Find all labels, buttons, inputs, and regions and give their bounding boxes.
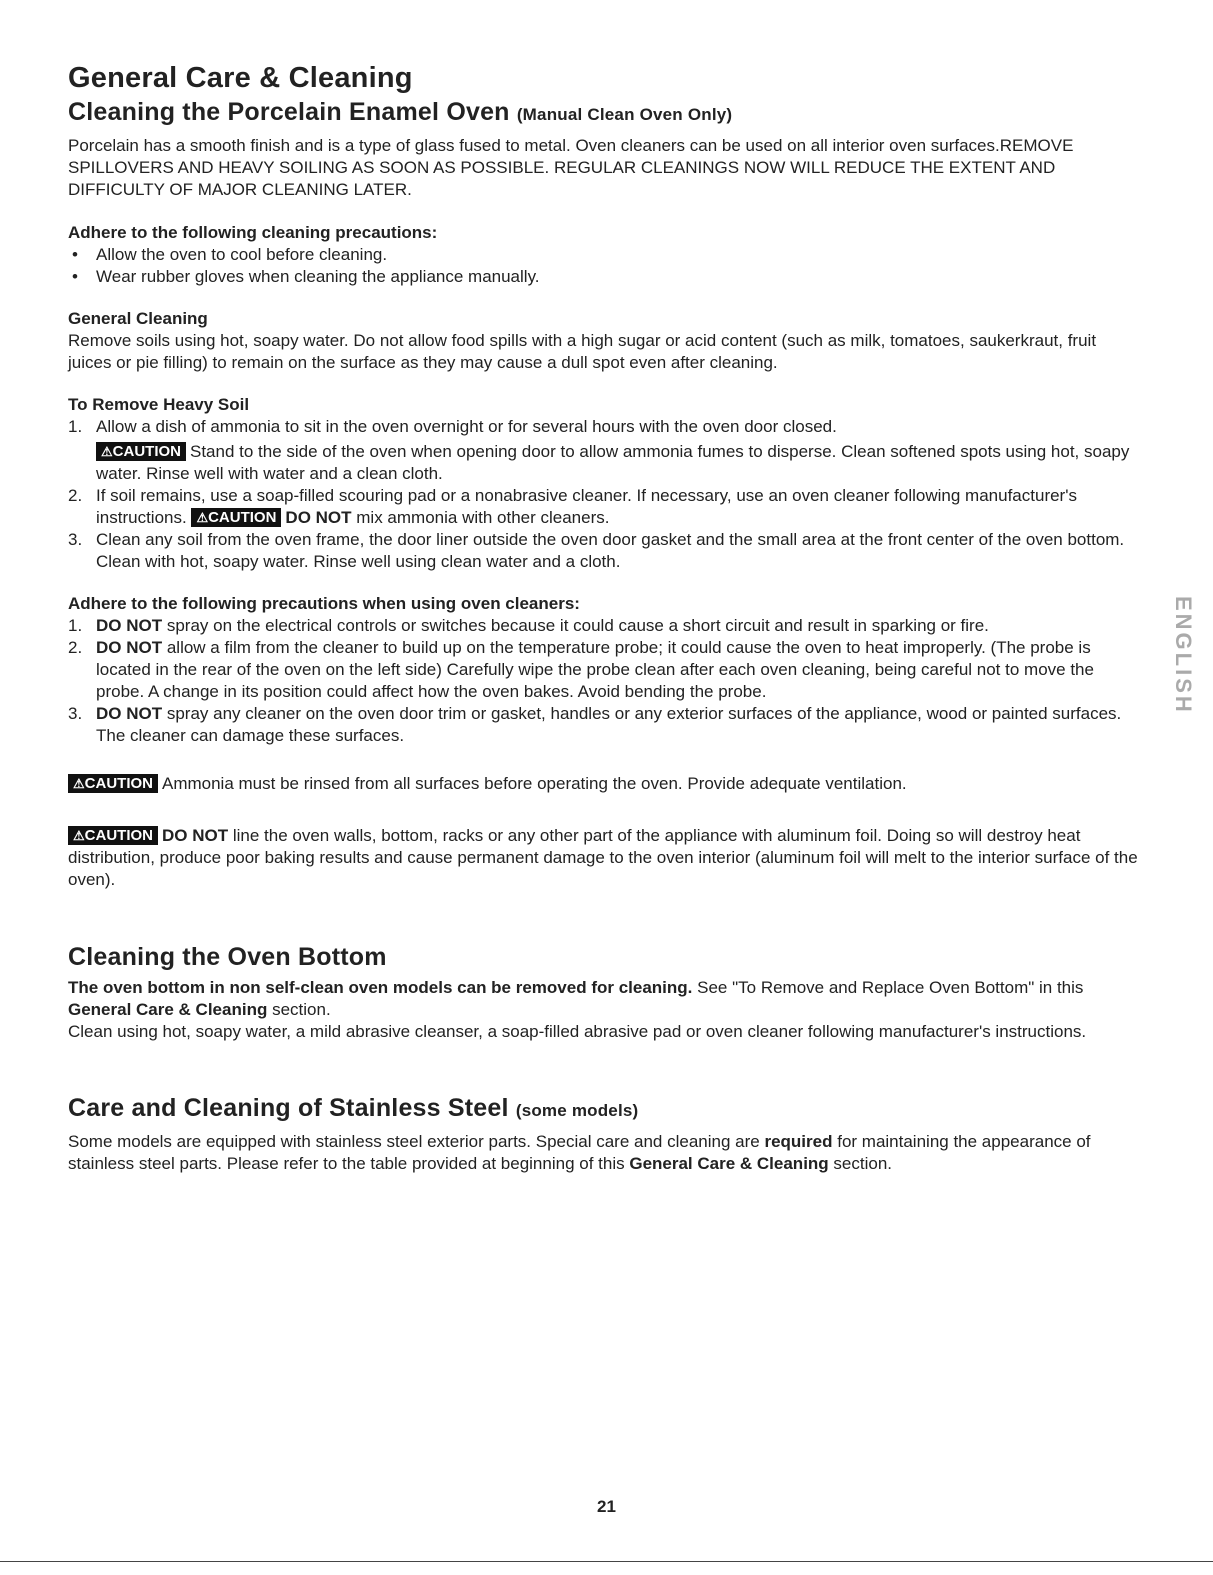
step-bold: DO NOT bbox=[96, 704, 163, 723]
caution-badge bbox=[96, 442, 186, 461]
porcelain-intro: Porcelain has a smooth finish and is a type of glass fused to metal. Oven cleaners can be used on all interior oven surfaces.REMOVE SPILLOVERS AND HEAVY SOILING AS SOON AS POSSIBLE. REGULAR CLEANINGS NOW WILL REDUCE THE EXTENT AND DIFFICULTY OF MAJOR CLEANING LATER. bbox=[68, 136, 1074, 199]
warning-triangle-icon: ⚠ bbox=[73, 828, 85, 843]
caution-text: line the oven walls, bottom, racks or any other part of the appliance with aluminum foil. Doing so will destroy heat distribution, produce poor baking results and cause permanent damage to the oven interior (aluminum foil will melt to the interior surface of the oven). bbox=[68, 826, 1138, 889]
step-text: spray on the electrical controls or switches because it could cause a short circuit and result in sparking or fire. bbox=[166, 616, 989, 635]
stainless-text-b: for maintaining the appearance of stainless steel parts. Please refer to the table provided at beginning of this bbox=[68, 1132, 1091, 1173]
general-cleaning-heading: General Cleaning bbox=[68, 309, 208, 328]
step-text: Allow a dish of ammonia to sit in the oven overnight or for several hours with the oven door closed. bbox=[96, 417, 837, 436]
step-bold: DO NOT bbox=[96, 616, 163, 635]
caution-ammonia bbox=[68, 773, 1143, 795]
section-title-text: Cleaning the Porcelain Enamel Oven bbox=[68, 98, 510, 126]
see-bold: General Care & Cleaning bbox=[68, 1000, 268, 1019]
bottom-divider bbox=[0, 1561, 1213, 1562]
caution-label: CAUTION bbox=[208, 509, 277, 526]
caution-label: CAUTION bbox=[84, 775, 153, 792]
language-side-tab: ENGLISH bbox=[1171, 596, 1196, 715]
section-title-note: (some models) bbox=[515, 1101, 639, 1120]
section-title-oven-bottom: Cleaning the Oven Bottom bbox=[68, 943, 387, 971]
warning-triangle-icon: ⚠ bbox=[101, 444, 113, 459]
heavy-soil-steps bbox=[68, 416, 1143, 573]
step-text: Clean any soil from the oven frame, the door liner outside the oven door gasket and the small area at the front center of the oven bottom. Clean with hot, soapy water. Rinse well using clean water and a cloth. bbox=[96, 530, 1125, 571]
page-title: General Care & Cleaning bbox=[68, 62, 413, 94]
caution-badge bbox=[68, 826, 158, 845]
oven-bottom-lead: The oven bottom in non self-clean oven models can be removed for cleaning. bbox=[68, 978, 693, 997]
oven-cleaner-precautions-heading: Adhere to the following precautions when using oven cleaners: bbox=[68, 594, 580, 613]
precautions-heading: Adhere to the following cleaning precautions: bbox=[68, 223, 438, 242]
stainless-bold-b: General Care & Cleaning bbox=[629, 1154, 829, 1173]
list-item bbox=[68, 485, 1143, 529]
caution-badge bbox=[68, 774, 158, 793]
step-text: If soil remains, use a soap-filled scouring pad or a nonabrasive cleaner. If necessary, use an oven cleaner following manufacturer's instructions. bbox=[96, 486, 1077, 527]
list-item bbox=[68, 703, 1143, 747]
step-bold: DO NOT bbox=[96, 638, 163, 657]
section-title-note: (Manual Clean Oven Only) bbox=[516, 105, 733, 124]
caution-text: mix ammonia with other cleaners. bbox=[356, 508, 610, 527]
step-number: 2. bbox=[68, 486, 83, 505]
list-item bbox=[68, 416, 1143, 485]
caution-foil bbox=[68, 825, 1143, 891]
list-item bbox=[68, 637, 1143, 703]
stainless-text bbox=[68, 1131, 1143, 1175]
heavy-soil-heading: To Remove Heavy Soil bbox=[68, 395, 250, 414]
stainless-text-c: section. bbox=[833, 1154, 893, 1173]
list-item: • Wear rubber gloves when cleaning the appliance manually. bbox=[68, 266, 1143, 288]
warning-triangle-icon: ⚠ bbox=[196, 510, 209, 525]
step-number: 1. bbox=[68, 417, 83, 436]
stainless-bold-a: required bbox=[764, 1132, 833, 1151]
see-end: section. bbox=[272, 1000, 331, 1019]
caution-bold: DO NOT bbox=[285, 508, 352, 527]
step-number: 1. bbox=[68, 616, 83, 635]
caution-badge bbox=[191, 508, 281, 527]
caution-text: Stand to the side of the oven when opening door to allow ammonia fumes to disperse. Clean softened spots using hot, soapy water. Rinse well with water and a clean cloth. bbox=[96, 442, 1130, 483]
caution-text: Ammonia must be rinsed from all surfaces before operating the oven. Provide adequate ventilation. bbox=[161, 774, 907, 793]
page-content bbox=[68, 60, 1143, 1175]
step-text: allow a film from the cleaner to build up on the temperature probe; it could cause the oven to heat improperly. (The probe is located in the rear of the oven on the left side) Carefully wipe the probe clean after each oven cleaning, being careful not to move the probe. A change in its position could affect how the oven bakes. Avoid bending the probe. bbox=[96, 638, 1094, 701]
stainless-text-a: Some models are equipped with stainless steel exterior parts. Special care and cleaning are bbox=[68, 1132, 760, 1151]
list-item: • Allow the oven to cool before cleaning. bbox=[68, 244, 1143, 266]
section-title-text: Care and Cleaning of Stainless Steel bbox=[68, 1094, 509, 1122]
step-text: spray any cleaner on the oven door trim or gasket, handles or any exterior surfaces of the appliance, wood or painted surfaces. The cleaner can damage these surfaces. bbox=[96, 704, 1122, 745]
step-number: 3. bbox=[68, 530, 83, 549]
section-title-porcelain bbox=[68, 96, 1143, 131]
caution-bold: DO NOT bbox=[161, 826, 229, 845]
oven-bottom-intro bbox=[68, 977, 1143, 1021]
see-text: See "To Remove and Replace Oven Bottom" in this bbox=[697, 978, 1084, 997]
oven-bottom-cleaning-text: Clean using hot, soapy water, a mild abrasive cleanser, a soap-filled abrasive pad or oven cleaner following manufacturer's instructions. bbox=[68, 1022, 1087, 1041]
page-number: 21 bbox=[597, 1497, 616, 1516]
section-title-stainless bbox=[68, 1092, 1143, 1127]
caution-label: CAUTION bbox=[112, 443, 181, 460]
step-number: 3. bbox=[68, 704, 83, 723]
oven-cleaner-precautions-list bbox=[68, 615, 1143, 747]
step-number: 2. bbox=[68, 638, 83, 657]
general-cleaning-text: Remove soils using hot, soapy water. Do not allow food spills with a high sugar or acid content (such as milk, tomatoes, saukerkraut, fruit juices or pie filling) to remain on the surface as they may cause a dull spot even after cleaning. bbox=[68, 331, 1097, 372]
warning-triangle-icon: ⚠ bbox=[73, 776, 85, 791]
caution-note bbox=[96, 441, 1143, 485]
precautions-list bbox=[68, 244, 1143, 288]
list-item bbox=[68, 529, 1143, 573]
list-item bbox=[68, 615, 1143, 637]
caution-label: CAUTION bbox=[84, 827, 153, 844]
